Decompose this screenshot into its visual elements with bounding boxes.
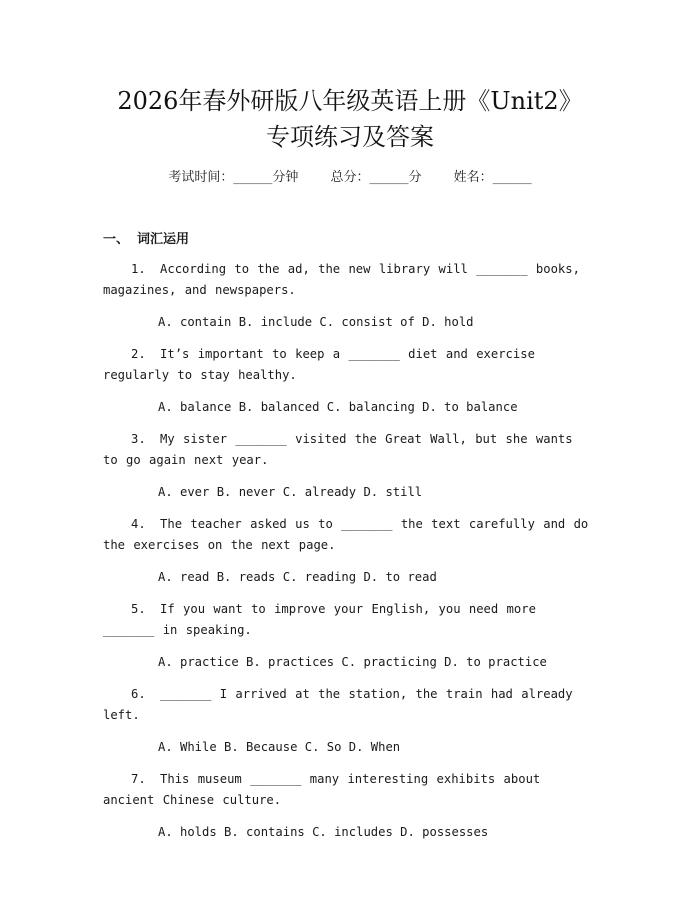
question-text: It’s important to keep a _______ diet and exercise regularly to stay healthy. — [103, 347, 535, 382]
question-item — [103, 599, 595, 641]
question-item — [103, 769, 595, 811]
question-item — [103, 514, 595, 556]
section-heading — [103, 230, 189, 250]
answer-options: A. balance B. balanced C. balancing D. to balance — [158, 400, 518, 414]
question-item — [103, 344, 595, 386]
question-text: My sister _______ visited the Great Wall, but she wants to go again next year. — [103, 432, 573, 467]
question-text: According to the ad, the new library will _______ books, magazines, and newspapers. — [103, 262, 580, 297]
question-number: 1. — [131, 262, 146, 276]
question-number: 4. — [131, 517, 146, 531]
answer-options: A. contain B. include C. consist of D. hold — [158, 315, 474, 329]
answer-options: A. ever B. never C. already D. still — [158, 485, 423, 499]
question-number: 5. — [131, 602, 146, 616]
question-list — [103, 259, 595, 854]
question-number: 3. — [131, 432, 146, 446]
exam-time-field: 考试时间：______分钟 — [168, 170, 299, 185]
question-item — [103, 429, 595, 471]
question-text: The teacher asked us to _______ the text carefully and do the exercises on the next page. — [103, 517, 589, 552]
document-title-line-1: 2026年春外研版八年级英语上册《Unit2》 — [117, 87, 583, 115]
section-number: 一、 — [103, 232, 130, 247]
exam-meta-row — [0, 168, 700, 188]
student-name-field: 姓名：______ — [453, 170, 532, 185]
document-title-line-2: 专项练习及答案 — [266, 123, 434, 151]
section-title: 词汇运用 — [137, 232, 190, 247]
answer-options: A. read B. reads C. reading D. to read — [158, 570, 437, 584]
answer-options: A. practice B. practices C. practicing D. to practice — [158, 655, 547, 669]
question-number: 6. — [131, 687, 146, 701]
answer-options: A. While B. Because C. So D. When — [158, 740, 401, 754]
question-item — [103, 684, 595, 726]
question-text: _______ I arrived at the station, the train had already left. — [103, 687, 573, 722]
question-number: 7. — [131, 772, 146, 786]
total-score-field: 总分：______分 — [330, 170, 422, 185]
answer-options: A. holds B. contains C. includes D. possesses — [158, 825, 489, 839]
question-text: This museum _______ many interesting exhibits about ancient Chinese culture. — [103, 772, 541, 807]
question-number: 2. — [131, 347, 146, 361]
question-text: If you want to improve your English, you need more _______ in speaking. — [103, 602, 536, 637]
question-item — [103, 259, 595, 301]
